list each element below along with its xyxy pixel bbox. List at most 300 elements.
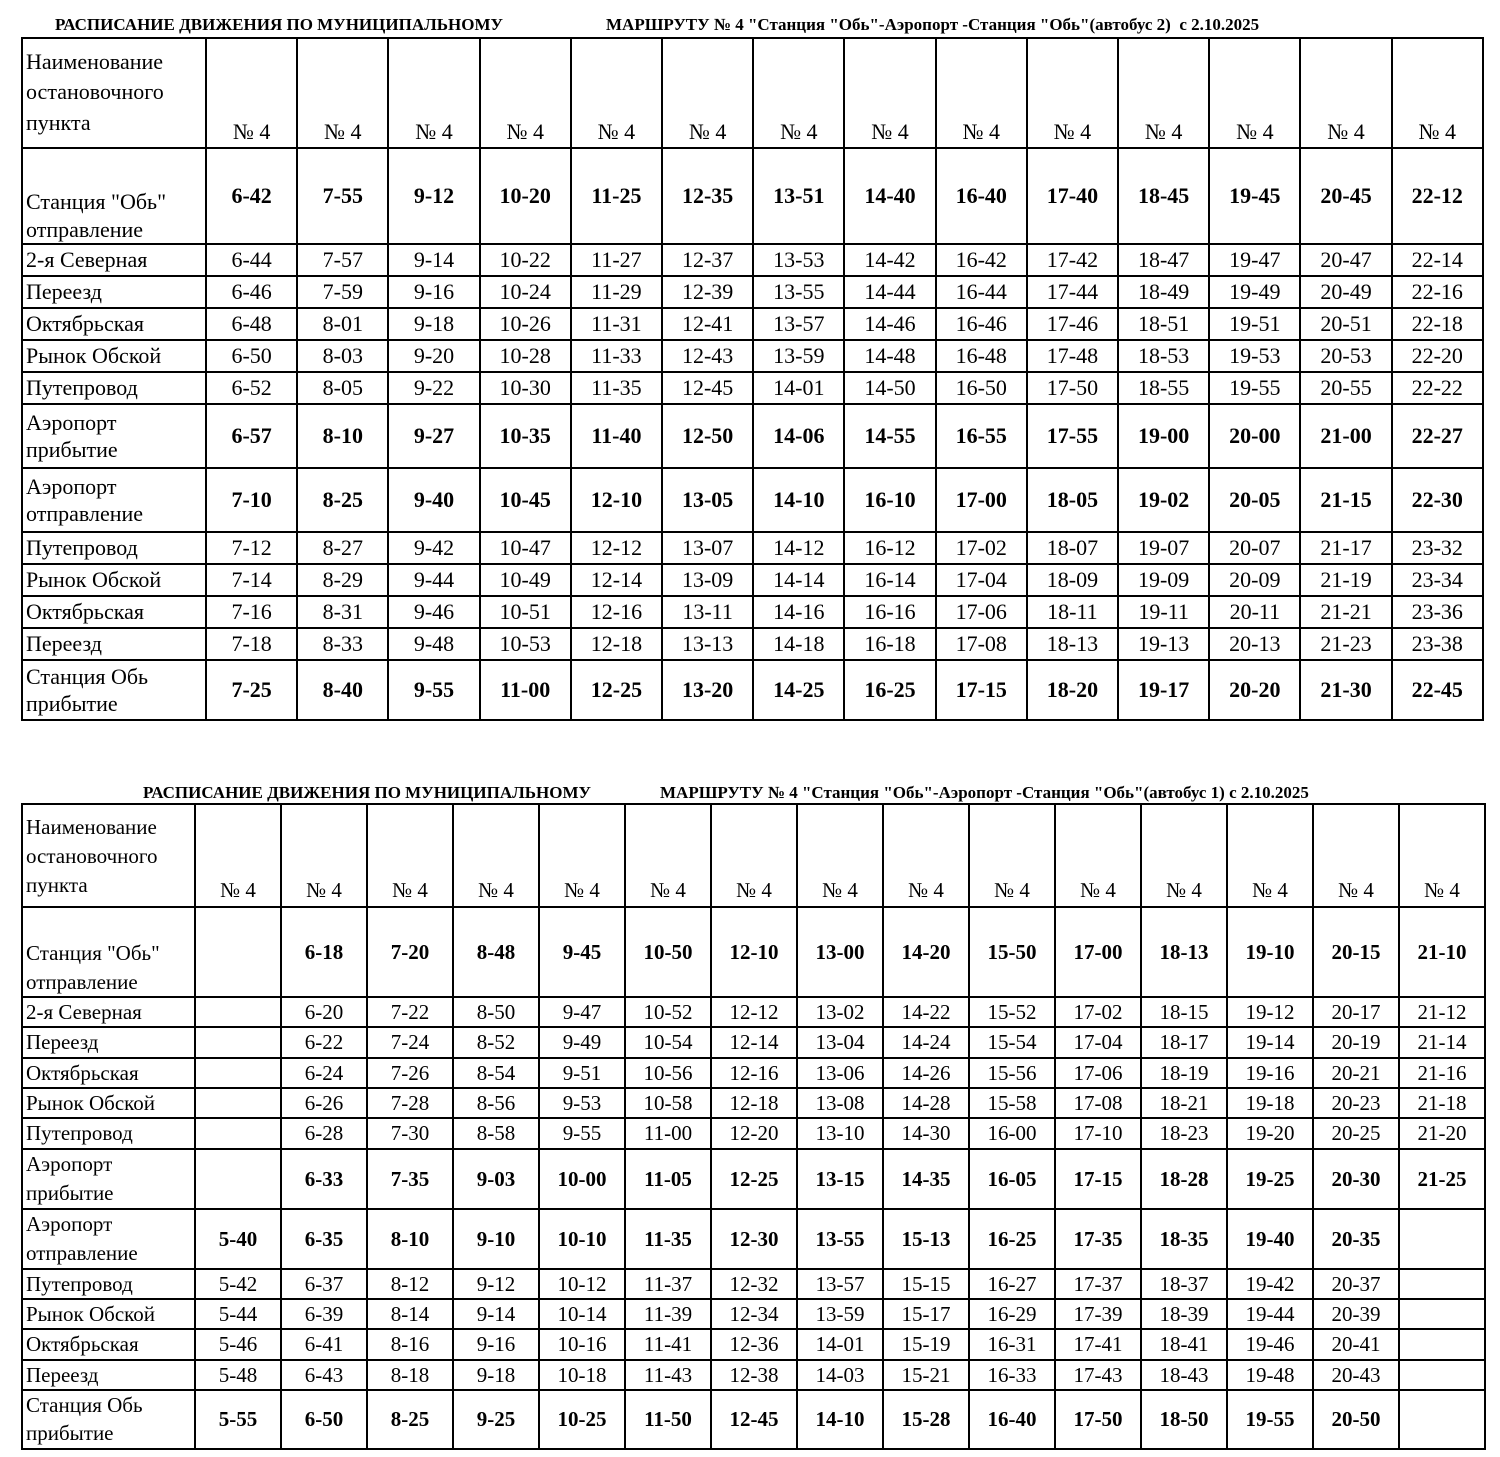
time-cell: 9-14 [453, 1299, 539, 1329]
time-cell: 12-16 [711, 1058, 797, 1088]
time-cell: 21-17 [1300, 532, 1391, 564]
time-cell: 18-53 [1118, 340, 1209, 372]
time-cell: 22-12 [1392, 148, 1483, 244]
time-cell: 10-56 [625, 1058, 711, 1088]
time-cell: 11-29 [571, 276, 662, 308]
time-cell: 8-12 [367, 1269, 453, 1299]
time-cell: 12-16 [571, 596, 662, 628]
time-cell: 19-48 [1227, 1360, 1313, 1390]
stop-name: Октябрьская [22, 1329, 195, 1359]
time-cell: 11-27 [571, 244, 662, 276]
time-cell: 9-20 [388, 340, 479, 372]
time-cell: 11-35 [571, 372, 662, 404]
time-cell: 17-55 [1027, 404, 1118, 468]
header-route-number: № 4 [711, 804, 797, 907]
time-cell: 19-51 [1209, 308, 1300, 340]
time-cell: 10-47 [480, 532, 571, 564]
time-cell: 18-11 [1027, 596, 1118, 628]
time-cell: 21-16 [1399, 1058, 1485, 1088]
time-cell: 8-10 [367, 1209, 453, 1269]
time-cell [1399, 1209, 1485, 1269]
time-cell: 9-25 [453, 1390, 539, 1449]
time-cell: 9-55 [539, 1118, 625, 1148]
time-cell: 7-30 [367, 1118, 453, 1148]
time-cell: 19-49 [1209, 276, 1300, 308]
time-cell: 9-47 [539, 997, 625, 1027]
time-cell: 10-53 [480, 628, 571, 660]
time-cell: 8-56 [453, 1088, 539, 1118]
time-cell: 10-16 [539, 1329, 625, 1359]
time-cell: 7-57 [297, 244, 388, 276]
time-cell: 18-13 [1141, 907, 1227, 997]
table-row [22, 1329, 1485, 1359]
time-cell: 6-39 [281, 1299, 367, 1329]
time-cell [195, 1149, 281, 1209]
table-row [22, 468, 1483, 532]
time-cell: 9-16 [453, 1329, 539, 1359]
table-row [22, 907, 1485, 997]
time-cell: 12-25 [711, 1149, 797, 1209]
time-cell: 9-42 [388, 532, 479, 564]
time-cell: 12-41 [662, 308, 753, 340]
time-cell: 10-28 [480, 340, 571, 372]
time-cell: 18-51 [1118, 308, 1209, 340]
time-cell: 19-17 [1118, 660, 1209, 720]
time-cell: 21-21 [1300, 596, 1391, 628]
time-cell: 6-28 [281, 1118, 367, 1148]
time-cell: 16-48 [936, 340, 1027, 372]
time-cell: 8-33 [297, 628, 388, 660]
header-route-number: № 4 [1118, 38, 1209, 148]
time-cell: 13-20 [662, 660, 753, 720]
time-cell: 7-10 [206, 468, 297, 532]
time-cell: 16-27 [969, 1269, 1055, 1299]
stop-name: Путепровод [22, 1269, 195, 1299]
time-cell: 12-45 [711, 1390, 797, 1449]
time-cell: 9-40 [388, 468, 479, 532]
time-cell: 8-10 [297, 404, 388, 468]
time-cell: 8-31 [297, 596, 388, 628]
header-route-number: № 4 [1300, 38, 1391, 148]
time-cell: 19-40 [1227, 1209, 1313, 1269]
time-cell: 18-47 [1118, 244, 1209, 276]
header-route-number: № 4 [1055, 804, 1141, 907]
time-cell: 19-14 [1227, 1027, 1313, 1057]
time-cell: 9-51 [539, 1058, 625, 1088]
time-cell: 16-31 [969, 1329, 1055, 1359]
time-cell: 14-40 [844, 148, 935, 244]
time-cell: 20-19 [1313, 1027, 1399, 1057]
time-cell: 20-49 [1300, 276, 1391, 308]
time-cell: 15-58 [969, 1088, 1055, 1118]
time-cell: 18-19 [1141, 1058, 1227, 1088]
time-cell: 13-02 [797, 997, 883, 1027]
time-cell: 6-57 [206, 404, 297, 468]
time-cell: 6-48 [206, 308, 297, 340]
time-cell: 23-34 [1392, 564, 1483, 596]
time-cell: 19-09 [1118, 564, 1209, 596]
time-cell: 14-24 [883, 1027, 969, 1057]
time-cell: 14-22 [883, 997, 969, 1027]
time-cell: 8-29 [297, 564, 388, 596]
time-cell: 7-26 [367, 1058, 453, 1088]
header-route-number: № 4 [883, 804, 969, 907]
time-cell: 22-14 [1392, 244, 1483, 276]
time-cell: 15-21 [883, 1360, 969, 1390]
time-cell: 5-40 [195, 1209, 281, 1269]
time-cell [1399, 1390, 1485, 1449]
header-route-number: № 4 [1027, 38, 1118, 148]
stop-name: Переезд [22, 276, 206, 308]
time-cell [195, 997, 281, 1027]
time-cell: 17-15 [1055, 1149, 1141, 1209]
time-cell: 12-32 [711, 1269, 797, 1299]
schedule-bus2-table [21, 37, 1484, 721]
time-cell: 18-13 [1027, 628, 1118, 660]
stop-name: Путепровод [22, 372, 206, 404]
time-cell: 6-22 [281, 1027, 367, 1057]
time-cell: 21-18 [1399, 1088, 1485, 1118]
time-cell: 10-00 [539, 1149, 625, 1209]
time-cell: 17-15 [936, 660, 1027, 720]
time-cell: 18-41 [1141, 1329, 1227, 1359]
time-cell: 16-33 [969, 1360, 1055, 1390]
time-cell: 6-50 [206, 340, 297, 372]
time-cell: 17-02 [936, 532, 1027, 564]
time-cell: 16-46 [936, 308, 1027, 340]
time-cell: 16-00 [969, 1118, 1055, 1148]
table-row [22, 276, 1483, 308]
time-cell: 13-59 [797, 1299, 883, 1329]
stop-name: Октябрьская [22, 596, 206, 628]
time-cell: 18-39 [1141, 1299, 1227, 1329]
time-cell: 10-22 [480, 244, 571, 276]
time-cell: 19-47 [1209, 244, 1300, 276]
time-cell: 18-49 [1118, 276, 1209, 308]
time-cell: 20-07 [1209, 532, 1300, 564]
table-row [22, 997, 1485, 1027]
schedule-bus1-title-right: МАРШРУТУ № 4 "Станция "Обь"-Аэропорт -Станция "Обь"(автобус 1) с 2.10.2025 [660, 783, 1309, 802]
time-cell: 11-41 [625, 1329, 711, 1359]
time-cell [1399, 1269, 1485, 1299]
time-cell: 8-14 [367, 1299, 453, 1329]
table-row [22, 628, 1483, 660]
time-cell: 19-46 [1227, 1329, 1313, 1359]
time-cell: 11-33 [571, 340, 662, 372]
time-cell: 12-39 [662, 276, 753, 308]
time-cell: 18-21 [1141, 1088, 1227, 1118]
time-cell: 15-15 [883, 1269, 969, 1299]
time-cell: 14-50 [844, 372, 935, 404]
time-cell: 10-12 [539, 1269, 625, 1299]
header-route-number: № 4 [195, 804, 281, 907]
time-cell: 8-05 [297, 372, 388, 404]
stop-name: Октябрьская [22, 308, 206, 340]
header-route-number: № 4 [1209, 38, 1300, 148]
time-cell: 20-05 [1209, 468, 1300, 532]
time-cell: 15-50 [969, 907, 1055, 997]
time-cell: 9-45 [539, 907, 625, 997]
time-cell: 22-30 [1392, 468, 1483, 532]
time-cell: 6-35 [281, 1209, 367, 1269]
header-route-number: № 4 [936, 38, 1027, 148]
time-cell: 17-44 [1027, 276, 1118, 308]
time-cell: 21-14 [1399, 1027, 1485, 1057]
header-route-number: № 4 [625, 804, 711, 907]
time-cell: 14-48 [844, 340, 935, 372]
time-cell: 12-14 [571, 564, 662, 596]
time-cell: 9-27 [388, 404, 479, 468]
table-row [22, 244, 1483, 276]
time-cell: 8-58 [453, 1118, 539, 1148]
time-cell: 9-16 [388, 276, 479, 308]
time-cell: 21-10 [1399, 907, 1485, 997]
table-row [22, 372, 1483, 404]
time-cell: 8-48 [453, 907, 539, 997]
time-cell: 19-25 [1227, 1149, 1313, 1209]
time-cell: 12-14 [711, 1027, 797, 1057]
time-cell: 10-45 [480, 468, 571, 532]
time-cell: 8-25 [367, 1390, 453, 1449]
time-cell: 18-20 [1027, 660, 1118, 720]
time-cell: 17-02 [1055, 997, 1141, 1027]
time-cell: 9-53 [539, 1088, 625, 1118]
time-cell: 18-07 [1027, 532, 1118, 564]
schedule-bus1-table [21, 803, 1486, 1450]
time-cell: 12-10 [711, 907, 797, 997]
time-cell: 12-18 [571, 628, 662, 660]
stop-name: Станция "Обь" отправление [22, 148, 206, 244]
time-cell: 14-03 [797, 1360, 883, 1390]
time-cell: 7-24 [367, 1027, 453, 1057]
time-cell: 13-08 [797, 1088, 883, 1118]
time-cell: 14-10 [753, 468, 844, 532]
stop-name: Аэропорт отправление [22, 1209, 195, 1269]
time-cell: 20-00 [1209, 404, 1300, 468]
time-cell: 13-11 [662, 596, 753, 628]
time-cell: 15-52 [969, 997, 1055, 1027]
time-cell: 14-10 [797, 1390, 883, 1449]
time-cell: 18-28 [1141, 1149, 1227, 1209]
time-cell: 7-22 [367, 997, 453, 1027]
time-cell: 20-13 [1209, 628, 1300, 660]
time-cell: 5-42 [195, 1269, 281, 1299]
table-row [22, 564, 1483, 596]
time-cell: 21-15 [1300, 468, 1391, 532]
time-cell: 19-55 [1209, 372, 1300, 404]
time-cell [1399, 1360, 1485, 1390]
time-cell: 12-30 [711, 1209, 797, 1269]
stop-name: Станция Обь прибытие [22, 660, 206, 720]
time-cell: 20-11 [1209, 596, 1300, 628]
time-cell: 16-55 [936, 404, 1027, 468]
header-route-number: № 4 [297, 38, 388, 148]
stop-name: Станция "Обь" отправление [22, 907, 195, 997]
time-cell: 16-18 [844, 628, 935, 660]
stop-name: Переезд [22, 628, 206, 660]
stop-name: Путепровод [22, 532, 206, 564]
time-cell: 14-35 [883, 1149, 969, 1209]
time-cell: 19-20 [1227, 1118, 1313, 1148]
header-route-number: № 4 [206, 38, 297, 148]
time-cell: 18-50 [1141, 1390, 1227, 1449]
time-cell: 16-05 [969, 1149, 1055, 1209]
table-row [22, 1209, 1485, 1269]
stop-name: Аэропорт отправление [22, 468, 206, 532]
time-cell: 12-43 [662, 340, 753, 372]
time-cell: 17-46 [1027, 308, 1118, 340]
time-cell: 16-40 [969, 1390, 1055, 1449]
time-cell: 19-02 [1118, 468, 1209, 532]
time-cell: 19-13 [1118, 628, 1209, 660]
time-cell: 17-04 [936, 564, 1027, 596]
time-cell: 9-10 [453, 1209, 539, 1269]
table-row [22, 1118, 1485, 1148]
header-stop-name: Наименование остановочного пункта [22, 804, 195, 907]
time-cell: 18-43 [1141, 1360, 1227, 1390]
table-row [22, 1269, 1485, 1299]
time-cell: 11-39 [625, 1299, 711, 1329]
time-cell: 22-27 [1392, 404, 1483, 468]
time-cell: 10-26 [480, 308, 571, 340]
time-cell: 6-52 [206, 372, 297, 404]
time-cell: 20-23 [1313, 1088, 1399, 1118]
time-cell: 5-55 [195, 1390, 281, 1449]
stop-name: Переезд [22, 1027, 195, 1057]
time-cell: 17-39 [1055, 1299, 1141, 1329]
header-route-number: № 4 [1313, 804, 1399, 907]
time-cell: 9-14 [388, 244, 479, 276]
time-cell: 6-43 [281, 1360, 367, 1390]
time-cell: 9-49 [539, 1027, 625, 1057]
time-cell: 12-12 [571, 532, 662, 564]
time-cell: 8-01 [297, 308, 388, 340]
time-cell: 7-12 [206, 532, 297, 564]
time-cell: 17-48 [1027, 340, 1118, 372]
time-cell: 11-43 [625, 1360, 711, 1390]
stop-name: Путепровод [22, 1118, 195, 1148]
time-cell: 13-55 [753, 276, 844, 308]
time-cell: 12-45 [662, 372, 753, 404]
table-row [22, 660, 1483, 720]
header-route-number: № 4 [1227, 804, 1313, 907]
time-cell: 10-50 [625, 907, 711, 997]
time-cell: 23-38 [1392, 628, 1483, 660]
stop-name: Рынок Обской [22, 1299, 195, 1329]
time-cell: 10-10 [539, 1209, 625, 1269]
time-cell: 21-19 [1300, 564, 1391, 596]
time-cell: 16-50 [936, 372, 1027, 404]
time-cell: 17-06 [936, 596, 1027, 628]
time-cell: 18-05 [1027, 468, 1118, 532]
time-cell: 13-59 [753, 340, 844, 372]
time-cell: 10-25 [539, 1390, 625, 1449]
time-cell: 16-25 [969, 1209, 1055, 1269]
stop-name: 2-я Северная [22, 997, 195, 1027]
time-cell: 15-54 [969, 1027, 1055, 1057]
time-cell: 8-03 [297, 340, 388, 372]
time-cell: 20-15 [1313, 907, 1399, 997]
time-cell: 6-50 [281, 1390, 367, 1449]
time-cell: 18-45 [1118, 148, 1209, 244]
time-cell: 16-29 [969, 1299, 1055, 1329]
time-cell: 20-50 [1313, 1390, 1399, 1449]
time-cell: 17-41 [1055, 1329, 1141, 1359]
time-cell: 13-05 [662, 468, 753, 532]
time-cell: 13-10 [797, 1118, 883, 1148]
time-cell: 16-44 [936, 276, 1027, 308]
header-route-number: № 4 [388, 38, 479, 148]
header-stop-name: Наименование остановочного пункта [22, 38, 206, 148]
time-cell: 7-59 [297, 276, 388, 308]
time-cell: 12-12 [711, 997, 797, 1027]
time-cell: 19-10 [1227, 907, 1313, 997]
time-cell: 18-15 [1141, 997, 1227, 1027]
time-cell: 11-31 [571, 308, 662, 340]
time-cell: 6-26 [281, 1088, 367, 1118]
time-cell: 14-14 [753, 564, 844, 596]
time-cell: 17-10 [1055, 1118, 1141, 1148]
time-cell: 16-12 [844, 532, 935, 564]
time-cell: 12-34 [711, 1299, 797, 1329]
time-cell: 22-22 [1392, 372, 1483, 404]
time-cell: 20-47 [1300, 244, 1391, 276]
time-cell: 14-18 [753, 628, 844, 660]
time-cell: 11-00 [625, 1118, 711, 1148]
time-cell: 15-56 [969, 1058, 1055, 1088]
table-row [22, 1390, 1485, 1449]
time-cell: 20-30 [1313, 1149, 1399, 1209]
time-cell: 11-00 [480, 660, 571, 720]
time-cell: 22-45 [1392, 660, 1483, 720]
time-cell: 16-25 [844, 660, 935, 720]
time-cell: 6-24 [281, 1058, 367, 1088]
time-cell: 18-35 [1141, 1209, 1227, 1269]
time-cell: 17-04 [1055, 1027, 1141, 1057]
time-cell: 14-26 [883, 1058, 969, 1088]
time-cell: 9-55 [388, 660, 479, 720]
time-cell: 8-25 [297, 468, 388, 532]
table-row [22, 1088, 1485, 1118]
time-cell [195, 1088, 281, 1118]
time-cell: 13-15 [797, 1149, 883, 1209]
time-cell: 23-36 [1392, 596, 1483, 628]
time-cell: 9-48 [388, 628, 479, 660]
time-cell: 8-18 [367, 1360, 453, 1390]
header-route-number: № 4 [453, 804, 539, 907]
header-route-number: № 4 [539, 804, 625, 907]
time-cell: 7-16 [206, 596, 297, 628]
time-cell [1399, 1299, 1485, 1329]
table-row [22, 532, 1483, 564]
time-cell: 19-53 [1209, 340, 1300, 372]
time-cell: 8-16 [367, 1329, 453, 1359]
time-cell: 13-51 [753, 148, 844, 244]
time-cell: 6-42 [206, 148, 297, 244]
header-route-number: № 4 [969, 804, 1055, 907]
time-cell: 18-55 [1118, 372, 1209, 404]
time-cell: 16-10 [844, 468, 935, 532]
time-cell: 20-43 [1313, 1360, 1399, 1390]
time-cell: 10-30 [480, 372, 571, 404]
time-cell: 6-20 [281, 997, 367, 1027]
time-cell: 10-54 [625, 1027, 711, 1057]
time-cell: 7-18 [206, 628, 297, 660]
stop-name: Станция Обь прибытие [22, 1390, 195, 1449]
table-row [22, 596, 1483, 628]
time-cell: 9-18 [453, 1360, 539, 1390]
time-cell: 9-44 [388, 564, 479, 596]
